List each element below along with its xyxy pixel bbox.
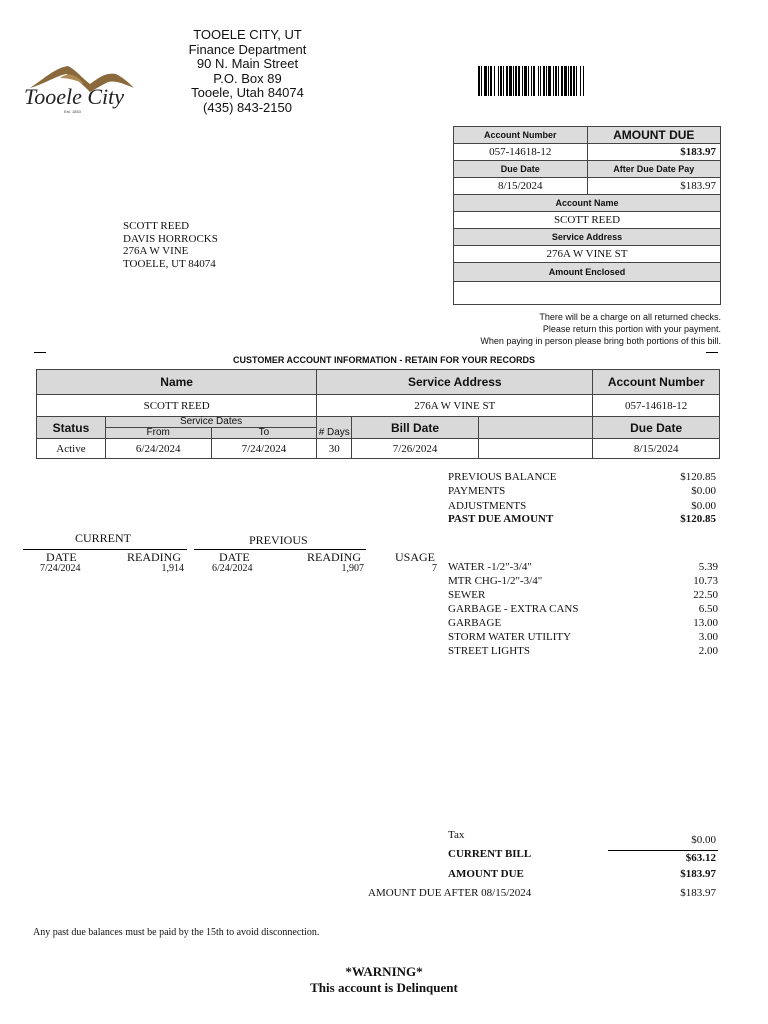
stub-service-address-label: Service Address xyxy=(454,229,721,246)
charge-label: SEWER xyxy=(448,589,486,601)
note-line: There will be a charge on all returned checks. xyxy=(539,312,721,322)
previous-date-label: DATE xyxy=(219,550,250,564)
city-address xyxy=(180,28,315,115)
barcode-bar xyxy=(548,66,551,96)
address-line: TOOELE CITY, UT xyxy=(193,27,302,42)
past-due-label: PAST DUE AMOUNT xyxy=(448,513,554,525)
amount-due-label: AMOUNT DUE xyxy=(448,868,524,880)
charges-list xyxy=(448,560,718,658)
stub-service-address: 276A W VINE ST xyxy=(454,246,721,263)
barcode-bar xyxy=(509,66,512,96)
barcode-bar xyxy=(573,66,575,96)
current-date-label: DATE xyxy=(46,550,77,564)
stub-account-name: SCOTT REED xyxy=(454,212,721,229)
tear-mark-left xyxy=(34,352,46,353)
name-value: SCOTT REED xyxy=(37,395,317,417)
barcode-bar xyxy=(576,66,577,96)
charge-row xyxy=(448,644,718,658)
status-value: Active xyxy=(37,439,106,459)
from-header: From xyxy=(105,428,211,439)
blank-value xyxy=(478,439,592,459)
barcode-bar xyxy=(543,66,545,96)
adjustments-value: $0.00 xyxy=(691,500,716,512)
barcode-bar xyxy=(553,66,554,96)
stub-due-date: 8/15/2024 xyxy=(454,178,588,195)
barcode-bar xyxy=(515,66,517,96)
address-line: 90 N. Main Street xyxy=(196,56,299,71)
stub-account-number-label: Account Number xyxy=(454,127,588,144)
past-due-value: $120.85 xyxy=(680,513,716,525)
barcode-bar xyxy=(531,66,532,96)
charge-label: WATER -1/2"-3/4" xyxy=(448,561,532,573)
address-line: Finance Department xyxy=(188,41,307,57)
service-dates-header: Service Dates xyxy=(105,417,316,428)
barcode-bar xyxy=(555,66,557,96)
warning-text: This account is Delinquent xyxy=(310,980,458,995)
to-value: 7/24/2024 xyxy=(211,439,317,459)
barcode-bar xyxy=(513,66,514,96)
charge-value: 10.73 xyxy=(693,575,718,587)
barcode-bar xyxy=(490,66,492,96)
barcode-bar xyxy=(528,66,529,96)
logo-est: Est. 1853 xyxy=(64,109,81,114)
charge-row xyxy=(448,630,718,644)
barcode-bar xyxy=(533,66,535,96)
barcode-bar xyxy=(561,66,563,96)
stub-due-date-label: Due Date xyxy=(454,161,588,178)
barcode-bar xyxy=(580,66,581,96)
warning-title: *WARNING* xyxy=(345,964,423,979)
service-address-header: Service Address xyxy=(317,370,593,395)
mailing-line: DAVIS HORROCKS xyxy=(123,232,218,245)
charge-label: GARBAGE xyxy=(448,617,502,629)
bill-date-value: 7/26/2024 xyxy=(352,439,479,459)
tax-value: $0.00 xyxy=(691,834,716,846)
charge-row xyxy=(448,616,718,630)
charge-value: 3.00 xyxy=(698,631,718,643)
stub-amount-due: $183.97 xyxy=(587,144,721,161)
blank-header xyxy=(478,417,592,439)
stub-account-number: 057-14618-12 xyxy=(454,144,588,161)
charge-label: STREET LIGHTS xyxy=(448,645,530,657)
barcode-bar xyxy=(564,66,567,96)
charge-row xyxy=(448,560,718,574)
amount-due-after-value: $183.97 xyxy=(680,887,716,899)
logo-text: Tooele City xyxy=(24,84,125,109)
mailing-line: 276A W VINE xyxy=(123,245,189,257)
barcode-bar xyxy=(558,66,559,96)
barcode-bar xyxy=(540,66,541,96)
charge-value: 22.50 xyxy=(693,589,718,601)
previous-label: PREVIOUS xyxy=(249,533,308,547)
mailing-address xyxy=(123,220,218,270)
charge-value: 13.00 xyxy=(693,617,718,629)
mailing-line: TOOELE, UT 84074 xyxy=(123,257,216,270)
bill-date-header: Bill Date xyxy=(352,417,479,439)
barcode-bar xyxy=(518,66,520,96)
usage-value: 7 xyxy=(432,563,437,574)
tear-mark-right xyxy=(706,352,718,353)
account-number-value: 057-14618-12 xyxy=(593,395,720,417)
disconnection-note: Any past due balances must be paid by the 15th to avoid disconnection. xyxy=(33,927,320,938)
previous-date: 6/24/2024 xyxy=(212,563,253,574)
barcode xyxy=(478,66,708,96)
barcode-bar xyxy=(570,66,572,96)
barcode-bar xyxy=(506,66,508,96)
barcode-bar xyxy=(488,66,489,96)
barcode-bar xyxy=(481,66,482,96)
payments-label: PAYMENTS xyxy=(448,485,506,497)
current-reading-label: READING xyxy=(127,550,181,564)
current-bill-value: $63.12 xyxy=(685,852,716,864)
charge-row xyxy=(448,588,718,602)
current-date: 7/24/2024 xyxy=(40,563,81,574)
barcode-bar xyxy=(568,66,569,96)
name-header: Name xyxy=(37,370,317,395)
charge-value: 2.00 xyxy=(698,645,718,657)
current-bill-label: CURRENT BILL xyxy=(448,848,532,860)
stub-amount-enclosed-label: Amount Enclosed xyxy=(454,263,721,282)
previous-balance-label: PREVIOUS BALANCE xyxy=(448,471,557,483)
customer-info-title: CUSTOMER ACCOUNT INFORMATION - RETAIN FOR YOUR RECORDS xyxy=(233,355,535,365)
usage-label: USAGE xyxy=(395,550,436,564)
account-number-header: Account Number xyxy=(593,370,720,395)
charge-value: 5.39 xyxy=(698,561,718,573)
previous-balance-value: $120.85 xyxy=(680,471,716,483)
barcode-bar xyxy=(484,66,487,96)
stub-after-due-label: After Due Date Pay xyxy=(587,161,721,178)
mailing-line: SCOTT REED xyxy=(123,220,190,232)
barcode-bar xyxy=(478,66,480,96)
due-date-header: Due Date xyxy=(593,417,720,439)
payments-value: $0.00 xyxy=(691,485,716,497)
service-address-value: 276A W VINE ST xyxy=(317,395,593,417)
to-header: To xyxy=(211,428,317,439)
days-header: # Days xyxy=(317,417,352,439)
previous-reading: 1,907 xyxy=(341,563,364,574)
charge-value: 6.50 xyxy=(698,603,718,615)
barcode-bar xyxy=(494,66,495,96)
account-table xyxy=(36,369,720,459)
payment-notes xyxy=(430,311,721,347)
subtotal-rule xyxy=(608,850,718,851)
current-label: CURRENT xyxy=(75,531,132,545)
address-line: (435) 843-2150 xyxy=(203,99,292,115)
barcode-bar xyxy=(583,66,584,96)
address-line: Tooele, Utah 84074 xyxy=(191,85,304,100)
tooele-city-logo xyxy=(20,58,140,120)
days-value: 30 xyxy=(317,439,352,459)
stub-amount-due-label: AMOUNT DUE xyxy=(587,127,721,144)
barcode-bar xyxy=(503,66,504,96)
barcode-bar xyxy=(546,66,547,96)
from-value: 6/24/2024 xyxy=(105,439,211,459)
tax-label: Tax xyxy=(448,829,465,841)
due-date-value: 8/15/2024 xyxy=(593,439,720,459)
note-line: When paying in person please bring both portions of this bill. xyxy=(480,336,721,346)
barcode-bar xyxy=(498,66,499,96)
barcode-bar xyxy=(538,66,539,96)
current-reading: 1,914 xyxy=(161,563,184,574)
amount-due-after-label: AMOUNT DUE AFTER 08/15/2024 xyxy=(368,887,532,899)
amount-due-value: $183.97 xyxy=(680,868,716,880)
remittance-stub xyxy=(453,126,721,305)
charge-row xyxy=(448,574,718,588)
barcode-bar xyxy=(524,66,527,96)
charge-label: MTR CHG-1/2"-3/4" xyxy=(448,575,543,587)
barcode-bar xyxy=(522,66,523,96)
charge-label: GARBAGE - EXTRA CANS xyxy=(448,603,579,615)
address-line: P.O. Box 89 xyxy=(213,70,282,86)
previous-reading-label: READING xyxy=(307,550,361,564)
note-line: Please return this portion with your payment. xyxy=(542,324,721,334)
stub-after-due-amount: $183.97 xyxy=(587,178,721,195)
adjustments-label: ADJUSTMENTS xyxy=(448,500,527,512)
barcode-bar xyxy=(500,66,502,96)
amount-enclosed-field[interactable] xyxy=(454,282,721,305)
charge-label: STORM WATER UTILITY xyxy=(448,631,572,643)
stub-account-name-label: Account Name xyxy=(454,195,721,212)
status-header: Status xyxy=(37,417,106,439)
delinquent-warning xyxy=(0,964,768,996)
charge-row xyxy=(448,602,718,616)
